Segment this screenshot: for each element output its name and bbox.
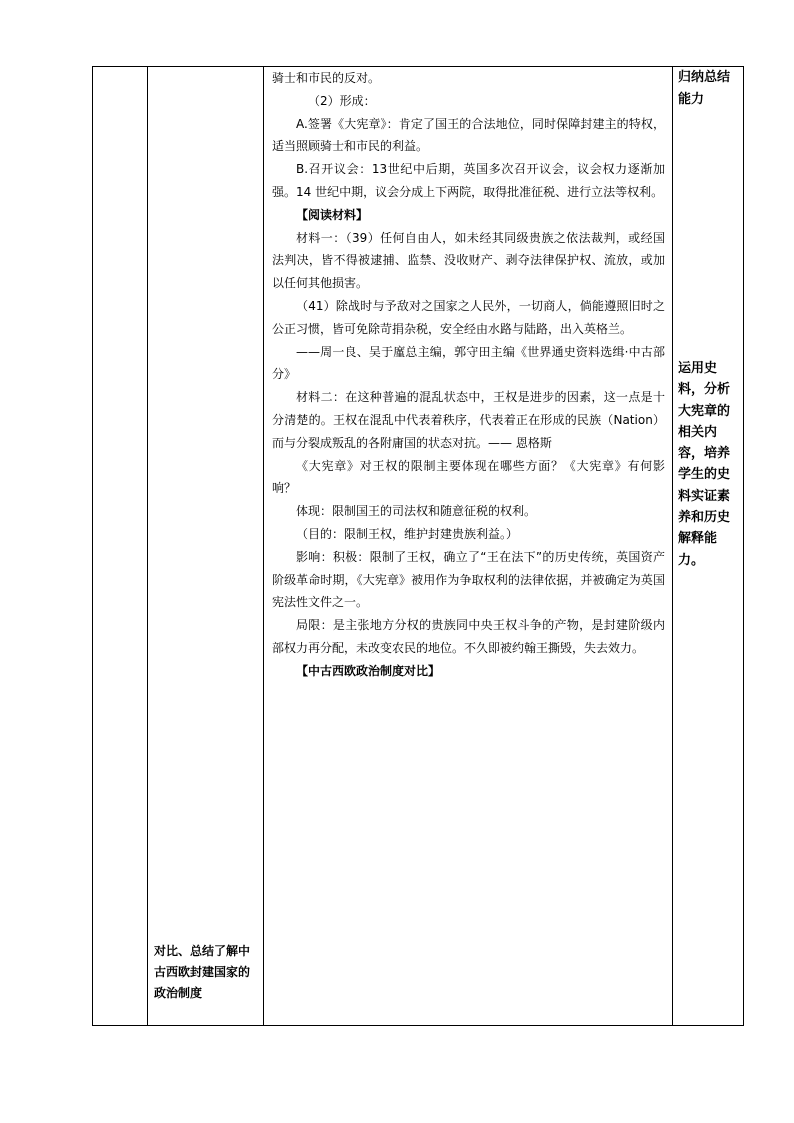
content-line: 骑士和市民的反对。 — [272, 71, 381, 85]
question-paragraph: 《大宪章》对王权的限制主要体现在哪些方面？《大宪章》有何影响？ — [272, 458, 665, 496]
design-intent-cell — [673, 67, 744, 1026]
material-one-paragraph: （41）除战时与予敌对之国家之人民外，一切商人，倘能遵照旧时之公正习惯，皆可免除苛捐杂税，安全经由水路与陆路，出入英格兰。 — [272, 298, 665, 336]
student-activity-cell — [148, 67, 264, 1026]
material-one-paragraph: 材料一：（39）任何自由人，如未经其同级贵族之依法裁判，或经国法判决，皆不得被逮捕、监禁、没收财产、剥夺法律保护权、流放，或加以任何其他损害。 — [272, 230, 665, 291]
content-subheading: （2）形成： — [308, 93, 376, 108]
reading-material-heading: 【阅读材料】 — [296, 207, 369, 222]
table-row — [93, 67, 744, 1026]
answer-paragraph: 体现：限制国王的司法权和随意征税的权利。 — [296, 504, 537, 519]
design-intent-sources: 运用史料，分析大宪章的相关内容，培养学生的史料实证素养和历史解释能力。 — [678, 361, 731, 568]
material-two-paragraph: 材料二：在这种普遍的混乱状态中，王权是进步的因素，这一点是十分清楚的。王权在混乱中代表着秩序，代表着正在形成的民族（Nation）而与分裂成叛乱的各附庸国的状态对抗。—— 恩格斯 — [272, 390, 665, 450]
content-paragraph: A.签署《大宪章》：肯定了国王的合法地位，同时保障封建主的特权，适当照顾骑士和市民的利益。 — [272, 116, 665, 154]
teaching-content — [264, 67, 672, 683]
answer-paragraph: 影响：积极：限制了王权，确立了“王在法下”的历史传统，英国资产阶级革命时期，《大宪章》被用作为争取权利的法律依据，并被确定为英国宪法性文件之一。 — [272, 549, 665, 610]
lesson-plan-table — [92, 66, 744, 1026]
answer-paragraph: （目的：限制王权，维护封建贵族利益。） — [296, 526, 519, 541]
teaching-content-cell — [264, 67, 673, 1026]
answer-paragraph: 局限：是主张地方分权的贵族同中央王权斗争的产物，是封建阶级内部权力再分配，未改变农民的地位。不久即被约翰王撕毁，失去效力。 — [272, 618, 665, 655]
comparison-heading: 【中古西欧政治制度对比】 — [296, 663, 441, 678]
content-paragraph: B.召开议会：13世纪中后期，英国多次召开议会，议会权力逐渐加强。14 世纪中期，议会分成上下两院，取得批准征税、进行立法等权利。 — [272, 162, 665, 199]
material-source: ——周一良、吴于廑总主编，郭守田主编《世界通史资料选缉·中古部分》 — [272, 344, 665, 382]
activity-summary: 对比、总结了解中古西欧封建国家的政治制度 — [154, 944, 251, 1000]
design-intent-summary: 归纳总结能力 — [678, 70, 731, 107]
blank-column-cell — [93, 67, 148, 1026]
